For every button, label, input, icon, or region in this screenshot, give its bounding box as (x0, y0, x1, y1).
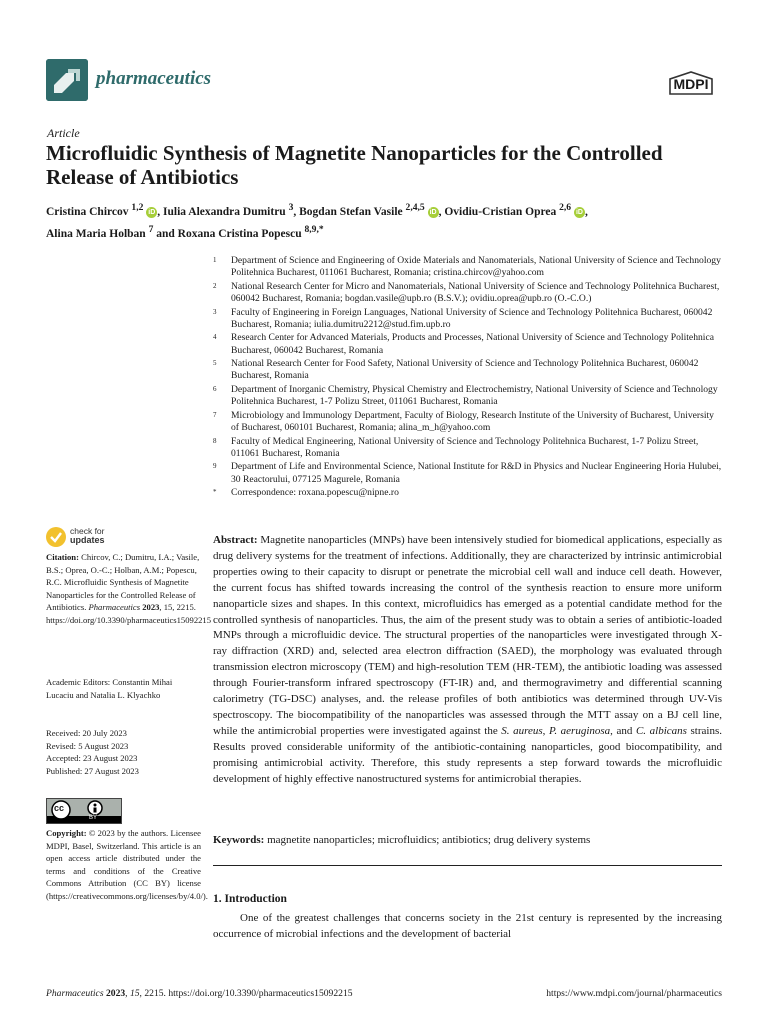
affiliation-number: 7 (213, 410, 217, 419)
affiliation-number: 2 (213, 281, 217, 290)
affiliation-item (213, 384, 723, 408)
check-updates-line2: updates (70, 535, 105, 545)
author-affiliation-ref: 7 (148, 223, 154, 235)
received-date: Received: 20 July 2023 (46, 728, 127, 738)
citation-block (46, 551, 212, 627)
author: Ovidiu-Cristian Oprea (444, 205, 557, 218)
affiliation-item (213, 358, 723, 382)
abstract-text-separator: , (542, 724, 550, 737)
introduction-text (213, 910, 722, 942)
copyright-text: © 2023 by the authors. Licensee MDPI, Basel, Switzerland. This article is an open access article distributed under the terms and conditions of the Creative Commons Attribution (CC BY) license (https://creativecommons.org/licenses/by/4.0/). (46, 828, 208, 901)
article-type: Article (47, 126, 80, 140)
footer-journal-url[interactable]: https://www.mdpi.com/journal/pharmaceutics (546, 988, 722, 999)
orcid-icon[interactable]: iD (575, 208, 583, 216)
species-name: P. aeruginosa (549, 724, 611, 737)
journal-name: pharmaceutics (96, 68, 212, 89)
affiliation-item (213, 255, 723, 279)
section-divider (213, 865, 722, 866)
journal-logo (46, 59, 88, 101)
species-name: S. aureus (501, 724, 543, 737)
footer-doi[interactable]: , 2215. https://doi.org/10.3390/pharmaceutics15092215 (139, 988, 353, 999)
affiliation-item (213, 281, 723, 305)
affiliation-item (213, 332, 723, 356)
affiliation-number: 5 (213, 359, 217, 368)
footer-year: 2023 (105, 988, 126, 999)
citation-rest[interactable]: , 15, 2215. https://doi.org/10.3390/pharmaceutics15092215 (46, 602, 212, 625)
check-updates-icon (46, 527, 66, 547)
author: Cristina Chircov (46, 205, 129, 218)
mdpi-logo (666, 70, 716, 98)
accepted-date: Accepted: 23 August 2023 (46, 753, 138, 764)
citation-label: Citation: (46, 552, 79, 562)
affiliation-number: 3 (213, 307, 217, 316)
keywords (213, 834, 722, 846)
affiliation-item (213, 461, 723, 485)
introduction-paragraph: One of the greatest challenges that concerns society in the 21st century is represented by the increasing occurrence of microbial infections and the development of bacterial (213, 912, 722, 940)
affiliation-item (213, 307, 723, 331)
pill-icon (46, 59, 88, 101)
affiliations (213, 255, 723, 501)
author-affiliation-ref: 2,4,5 (405, 202, 425, 213)
citation-journal: Pharmaceutics (88, 602, 141, 613)
academic-editors: Academic Editors: Constantin Mihai Lucaciu and Natalia L. Klyachko (46, 677, 173, 700)
author-affiliation-ref: 8,9,* (304, 223, 324, 235)
author-affiliation-ref: 2,6 (559, 202, 572, 213)
copyright-label: Copyright: (46, 828, 87, 838)
affiliation-item (213, 436, 723, 460)
copyright-block (46, 827, 208, 903)
abstract-text: Magnetite nanoparticles (MNPs) have been intensively studied for biomedical applications, especially as drug delivery systems for the treatment of infections. Additionally, they are characterized by intrinsic antimicrobial properties owing to their capacity to disrupt or penetrate the microbial cell wall and induce cell death. However, the current focus has shifted towards increasing the control of the synthesis reaction to ensure more uniform nanoparticle sizes and shapes. In this context, microfluidics has emerged as a potential candidate method for the controlled synthesis of nanoparticles. Thus, the aim of the present study was to obtain a series of antibiotic-loaded MNPs through a microfluidic device. The structural properties of the nanoparticles were investigated through X-ray diffraction (XRD) and, selected area electron diffraction (SAED), the morphology was evaluated through transmission electron microscopy (TEM) and high-resolution TEM (HR-TEM), the antibiotic loading was assessed through Fourier-transform infrared spectroscopy (FT-IR) and, and thermogravimetry and differential scanning calorimetry (TG-DSC) analyses, and. the release profiles of both antibiotics was determined through UV-Vis spectroscopy. The biocompatibility of the nanoparticles was assessed through the MTT assay on a BJ cell line, while the antimicrobial properties were investigated against the (213, 534, 722, 737)
citation-text: Chircov, C.; Dumitru, I.A.; Vasile, B.S.; Oprea, O.-C.; Holban, A.M.; Popescu, R.C. Microfluidic Synthesis of Magnetite Nanoparticles for the Controlled Release of Antibiotics. (46, 552, 200, 613)
by-label: BY (89, 815, 98, 821)
section-heading: 1. Introduction (213, 893, 287, 905)
affiliation-number: 6 (213, 384, 217, 393)
affiliation-text: Department of Inorganic Chemistry, Physical Chemistry and Electrochemistry, National University of Science and Technology Politehnica Bucharest, 1-7 Polizu Street, 011061 Bucharest, Romania (231, 383, 718, 408)
cc-label: cc (54, 803, 65, 813)
orcid-icon[interactable]: iD (148, 208, 156, 216)
author: Bogdan Stefan Vasile (299, 205, 403, 218)
affiliation-text: Department of Science and Engineering of Oxide Materials and Nanomaterials, National University of Science and Technology Politehnica Bucharest, 011061 Bucharest, Romania; cristina.chircov@yahoo.com (231, 255, 721, 279)
footer-volume: 15 (129, 988, 140, 999)
revised-date: Revised: 5 August 2023 (46, 740, 129, 751)
affiliation-text: Faculty of Medical Engineering, National University of Science and Technology Politehnica Bucharest, 1-7 Polizu Street, 011061 Bucharest, Romania (231, 435, 699, 459)
author: Iulia Alexandra Dumitru (163, 205, 286, 218)
abstract (213, 533, 722, 788)
keywords-label: Keywords: (213, 834, 265, 846)
abstract-text-separator: , and (610, 724, 636, 737)
species-name: C. albicans (635, 724, 687, 737)
citation-year: 2023 (142, 602, 160, 613)
affiliation-item (213, 410, 723, 434)
footer-journal: Pharmaceutics (46, 988, 104, 999)
affiliation-number: 8 (213, 436, 217, 445)
footer-citation: Pharmaceutics 2023, 15, 2215. https://doi.org/10.3390/pharmaceutics15092215 (46, 988, 353, 999)
orcid-icon[interactable]: iD (429, 208, 437, 216)
dates-block (46, 727, 201, 777)
correspondence-text: Correspondence: roxana.popescu@nipne.ro (231, 487, 399, 499)
published-date: Published: 27 August 2023 (46, 765, 139, 776)
affiliation-text: National Research Center for Food Safety, National University of Science and Technology Politehnica Bucharest, 060042 Bucharest, Romania (231, 358, 699, 382)
affiliation-number: 4 (213, 333, 217, 342)
and-word: and (156, 227, 175, 240)
check-for-updates-button[interactable] (46, 527, 126, 549)
affiliation-number: * (213, 488, 217, 497)
paper-title: Microfluidic Synthesis of Magnetite Nanoparticles for the Controlled Release of Antibiotics (46, 141, 663, 189)
author: Alina Maria Holban (46, 227, 146, 240)
correspondence (213, 487, 723, 499)
affiliation-text: Research Center for Advanced Materials, Products and Processes, National University of Science and Technology Politehnica Bucharest, 060042 Bucharest, Romania (231, 332, 714, 356)
affiliation-text: Department of Life and Environmental Science, National Institute for R&D in Physics and Nuclear Engineering Horia Hulubei, 30 Reactorului, 077125 Magurele, Romania (231, 461, 722, 485)
author-affiliation-ref: 3 (288, 202, 294, 213)
affiliation-number: 1 (213, 256, 217, 264)
affiliation-text: National Research Center for Micro and Nanomaterials, National University of Science and Technology Politehnica Bucharest, 060042 Bucharest, Romania; bogdan.vasile@upb.ro (B.S.V.); ovidiu.oprea@upb.ro (O.-C.O.) (231, 280, 720, 304)
affiliation-text: Faculty of Engineering in Foreign Languages, National University of Science and Technology Politehnica Bucharest, 060042 Bucharest, Romania; iulia.dumitru2212@stud.fim.upb.ro (231, 306, 713, 330)
abstract-text-end: strains. Results proved considerable uniformity of the antibiotic-containing nanoparticles, good biocompatibility, and promising antimicrobial activity. Therefore, this study represents a step forward towards the microfluidic development of highly effective nanostructured systems for antimicrobial therapies. (213, 724, 722, 785)
author-affiliation-ref: 1,2 (131, 202, 144, 213)
publisher-name: MDPI (673, 76, 709, 92)
affiliation-text: Microbiology and Immunology Department, Faculty of Biology, Research Institute of the University of Bucharest, University of Bucharest, 060101 Bucharest, Romania; alina_m_h@yahoo.com (231, 409, 714, 433)
abstract-label: Abstract: (213, 534, 258, 546)
author-list: Cristina Chircov $^{1,2}$ iD , Iulia Alexandra Dumitru $^3$, Bogdan Stefan Vasile $^{2,4,5}$ iD , Ovidiu-Cristian Oprea $^{2,6}$ iD , Alina Maria Holban $^7$ and Roxana Cristina Popescu $^{8,9,*}$ (46, 202, 588, 240)
affiliation-number: 9 (213, 462, 217, 471)
check-updates-line1: check for (70, 526, 105, 536)
author: Roxana Cristina Popescu (177, 227, 302, 240)
cc-by-license-badge[interactable] (46, 798, 122, 824)
keywords-text: magnetite nanoparticles; microfluidics; antibiotics; drug delivery systems (267, 834, 591, 846)
